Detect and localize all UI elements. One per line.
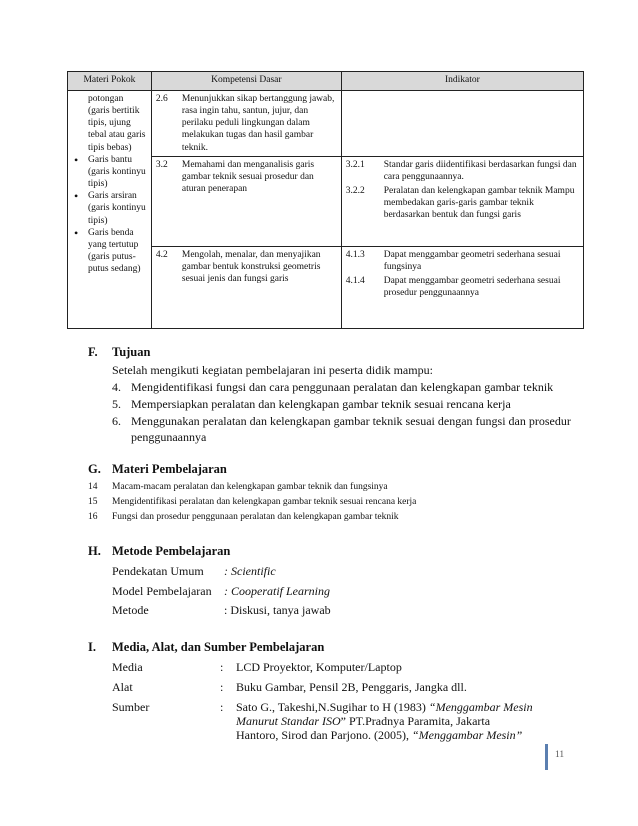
section-i-title xyxy=(88,640,324,655)
table-row xyxy=(68,91,584,157)
kd-cell xyxy=(151,156,341,246)
tujuan-number: 6. xyxy=(112,414,121,428)
materi-pembelajaran-item xyxy=(88,512,399,522)
materi-pembelajaran-item xyxy=(88,497,416,507)
indikator-text: Dapat menggambar geometri sederhana sesuai fungsinya xyxy=(383,249,561,272)
indikator-number: 3.2.2 xyxy=(345,186,365,197)
tujuan-item-continued: penggunaannya xyxy=(131,430,207,444)
section-letter: F. xyxy=(88,345,98,359)
tujuan-text: Mengidentifikasi fungsi dan cara penggunaan peralatan dan kelengkapan gambar teknik xyxy=(131,380,554,394)
indikator-cell xyxy=(341,246,583,328)
sumber-text: Hantoro, Sirod dan Parjono. (2005), xyxy=(236,728,412,742)
metode-value: : Diskusi, tanya jawab xyxy=(224,603,331,617)
metode-label: Model Pembelajaran xyxy=(112,584,212,598)
materi-pokok-cell xyxy=(68,91,152,329)
tujuan-text: Mempersiapkan peralatan dan kelengkapan gambar teknik sesuai rencana kerja xyxy=(131,397,511,411)
materi-item: • Garis benda yang tertutup (garis putus-putus sedang) xyxy=(72,227,147,276)
sumber-book-title: “Menggambar Mesin” xyxy=(411,728,523,742)
alat-label: Alat xyxy=(112,680,133,694)
section-title-text: Materi Pembelajaran xyxy=(112,462,227,476)
sumber-line-1 xyxy=(236,700,533,715)
alat-colon: : xyxy=(220,680,224,694)
header-indikator: Indikator xyxy=(341,72,583,91)
header-materi-pokok: Materi Pokok xyxy=(68,72,152,91)
item-text: Macam-macam peralatan dan kelengkapan gambar teknik dan fungsinya xyxy=(112,482,388,492)
sumber-colon: : xyxy=(220,700,224,714)
sumber-text: ” PT.Pradnya Paramita, Jakarta xyxy=(340,714,491,728)
materi-item: • Garis bantu (garis kontinyu tipis) xyxy=(72,154,147,190)
metode-value: : Cooperatif Learning xyxy=(224,584,331,598)
materi-item: potongan (garis bertitik tipis, ujung tebal atau garis tipis bebas) xyxy=(88,94,146,153)
header-kompetensi-dasar: Kompetensi Dasar xyxy=(151,72,341,91)
tujuan-text: Menggunakan peralatan dan kelengkapan gambar teknik sesuai dengan fungsi dan prosedur xyxy=(131,414,571,428)
section-h-title xyxy=(88,544,230,559)
kd-text: Menunjukkan sikap bertanggung jawab, rasa ingin tahu, santun, jujur, dan perilaku peduli lingkungan dalam melakukan tugas dan hasil gambar teknik. xyxy=(181,94,335,153)
metode-label: Metode xyxy=(112,603,149,617)
media-value: LCD Proyektor, Komputer/Laptop xyxy=(236,660,402,674)
section-f-title xyxy=(88,345,150,360)
indikator-cell xyxy=(341,156,583,246)
kd-number: 3.2 xyxy=(155,159,168,170)
page-number: 11 xyxy=(555,750,565,760)
kd-cell xyxy=(151,91,341,157)
kd-number: 2.6 xyxy=(155,94,168,104)
item-number: 14 xyxy=(88,482,98,492)
indikator-number: 3.2.1 xyxy=(345,159,365,170)
kd-cell xyxy=(151,246,341,328)
sumber-text: Sato G., Takeshi,N.Sugihar to H (1983) xyxy=(236,700,429,714)
indikator-text: Standar garis diidentifikasi berdasarkan fungsi dan cara penggunaannya. xyxy=(383,159,577,182)
media-label: Media xyxy=(112,660,143,674)
metode-label: Pendekatan Umum xyxy=(112,564,204,578)
kd-text: Memahami dan menganalisis garis gambar teknik sesuai prosedur dan aturan penerapan xyxy=(181,159,315,195)
tujuan-number: 5. xyxy=(112,397,121,411)
section-title-text: Tujuan xyxy=(112,345,151,359)
materi-item: • Garis arsiran (garis kontinyu tipis) xyxy=(72,190,147,226)
tujuan-item xyxy=(112,414,571,429)
section-g-title xyxy=(88,462,227,477)
section-letter: H. xyxy=(88,544,101,558)
page-number-bar xyxy=(545,744,548,770)
sumber-line-2 xyxy=(236,714,490,729)
table-header-row xyxy=(68,72,584,91)
indikator-number: 4.1.4 xyxy=(345,276,365,287)
section-title-text: Media, Alat, dan Sumber Pembelajaran xyxy=(112,640,325,654)
tujuan-number: 4. xyxy=(112,380,121,394)
sumber-book-title: “Menggambar Mesin xyxy=(428,700,533,714)
indikator-cell xyxy=(341,91,583,157)
section-letter: G. xyxy=(88,462,101,476)
indikator-text: Peralatan dan kelengkapan gambar teknik Mampu membedakan garis-garis gambar teknik berdasarkan bentuk dan fungsi garis xyxy=(383,186,575,221)
kd-number: 4.2 xyxy=(155,249,168,260)
section-letter: I. xyxy=(88,640,96,654)
tujuan-item xyxy=(112,397,511,412)
sumber-label: Sumber xyxy=(112,700,150,714)
item-number: 16 xyxy=(88,512,98,522)
item-text: Fungsi dan prosedur penggunaan peralatan dan kelengkapan gambar teknik xyxy=(112,512,399,522)
sumber-book-title: Manurut Standar ISO xyxy=(236,714,341,728)
tujuan-intro: Setelah mengikuti kegiatan pembelajaran ini peserta didik mampu: xyxy=(112,363,433,377)
materi-table xyxy=(67,71,584,329)
indikator-text: Dapat menggambar geometri sederhana sesuai prosedur penggunaannya xyxy=(383,276,561,299)
item-text: Mengidentifikasi peralatan dan kelengkapan gambar teknik sesuai rencana kerja xyxy=(112,497,417,507)
media-colon: : xyxy=(220,660,224,674)
tujuan-item xyxy=(112,380,553,395)
metode-value: : Scientific xyxy=(224,564,276,578)
item-number: 15 xyxy=(88,497,98,507)
indikator-number: 4.1.3 xyxy=(345,249,365,260)
materi-pembelajaran-item xyxy=(88,482,388,492)
sumber-line-3 xyxy=(236,728,522,743)
alat-value: Buku Gambar, Pensil 2B, Penggaris, Jangka dll. xyxy=(236,680,467,694)
section-title-text: Metode Pembelajaran xyxy=(112,544,231,558)
kd-text: Mengolah, menalar, dan menyajikan gambar bentuk konstruksi geometris sesuai jenis dan fungsi garis xyxy=(181,249,321,285)
